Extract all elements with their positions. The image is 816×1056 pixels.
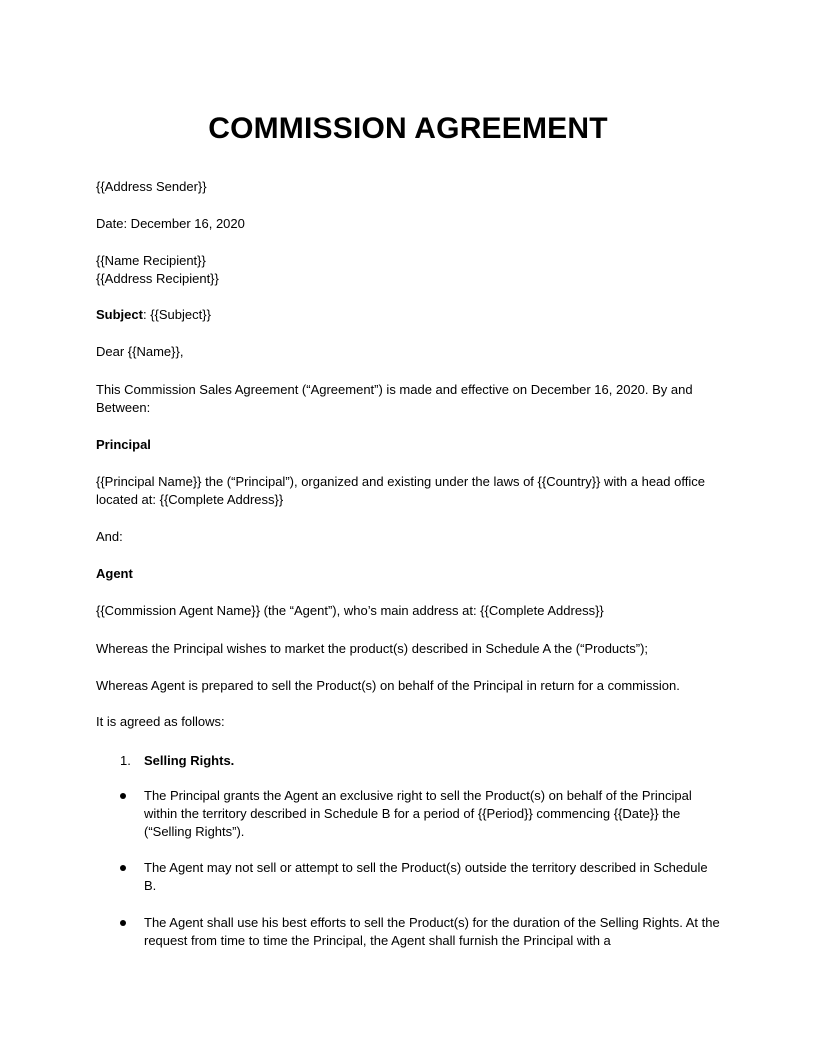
whereas-paragraph-1: Whereas the Principal wishes to market the product(s) described in Schedule A the (“Products”); — [96, 641, 649, 656]
bullet-text: The Agent may not sell or attempt to sell the Product(s) outside the territory described in Schedule B. — [144, 860, 708, 893]
intro-paragraph: This Commission Sales Agreement (“Agreement”) is made and effective on December 16, 2020. By and Between: — [96, 382, 693, 415]
bullet-text: The Agent shall use his best efforts to sell the Product(s) for the duration of the Selling Rights. At the request from time to time the Principal, the Agent shall furnish the Principal with a — [144, 915, 720, 948]
principal-paragraph: {{Principal Name}} the (“Principal”), organized and existing under the laws of {{Country}} with a head office located at: {{Complete Address}} — [96, 474, 705, 507]
list-number: 1. — [120, 753, 131, 768]
subject-line — [96, 306, 720, 324]
principal-heading: Principal — [96, 437, 151, 452]
agent-heading: Agent — [96, 566, 133, 581]
address-recipient: {{Address Recipient}} — [96, 271, 219, 286]
address-sender: {{Address Sender}} — [96, 179, 207, 194]
agreed-paragraph: It is agreed as follows: — [96, 714, 225, 729]
bullet-text: The Principal grants the Agent an exclusive right to sell the Product(s) on behalf of the Principal within the territory described in Schedule B for a period of {{Period}} commencing {{Date}} the (“Selling Rights”). — [144, 788, 692, 839]
salutation: Dear {{Name}}, — [96, 344, 184, 359]
bullet-icon — [120, 865, 126, 871]
subject-label: Subject — [96, 307, 143, 322]
name-recipient: {{Name Recipient}} — [96, 253, 206, 268]
subject-value: : {{Subject}} — [142, 307, 211, 322]
document-title: COMMISSION AGREEMENT — [208, 112, 608, 145]
date-line: Date: December 16, 2020 — [96, 216, 245, 231]
whereas-paragraph-2: Whereas Agent is prepared to sell the Product(s) on behalf of the Principal in return for a commission. — [96, 678, 680, 693]
bullet-icon — [120, 920, 126, 926]
bullet-icon — [120, 793, 126, 799]
section-title: Selling Rights. — [144, 753, 235, 768]
agent-paragraph: {{Commission Agent Name}} (the “Agent”), who’s main address at: {{Complete Address}} — [96, 603, 604, 618]
and-text: And: — [96, 529, 123, 544]
